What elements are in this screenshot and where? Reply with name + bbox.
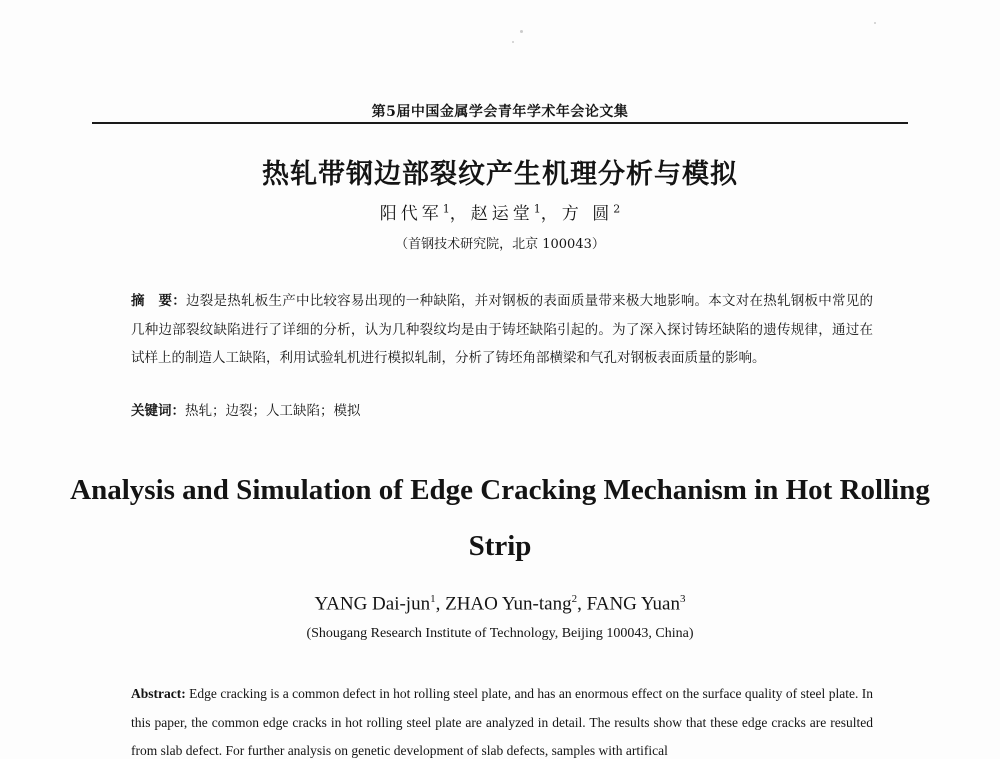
scan-speck: [874, 22, 876, 24]
author-name: 赵运堂: [470, 204, 534, 224]
chinese-authors: [0, 199, 1000, 224]
abstract-text: Edge cracking is a common defect in hot rolling steel plate, and has an enormous effect on the surface quality of steel plate. In this paper, the common edge cracks in hot rolling steel plate are analyzed in detail. The results show that these edge cracks are resulted from slab defect. For further analysis on genetic development of slab defects, samples with artifical: [131, 686, 873, 758]
author-separator: ,: [577, 593, 587, 615]
scan-speck: [520, 30, 523, 33]
author-affil-mark: 1: [533, 202, 541, 216]
author-name: 阳代军: [379, 204, 443, 224]
keywords-text: 热轧；边裂；人工缺陷；模拟: [185, 403, 361, 419]
running-header: 第5届中国金属学会青年学术年会论文集: [371, 104, 629, 120]
chinese-title: 热轧带钢边部裂纹产生机理分析与模拟: [262, 159, 738, 190]
author-separator: ，: [540, 204, 562, 224]
author-name: FANG Yuan: [586, 593, 680, 615]
author-affil-mark: 2: [571, 593, 578, 605]
author-affil-mark: 1: [442, 202, 450, 216]
english-affiliation: (Shougang Research Institute of Technology, Beijing 100043, China): [306, 626, 694, 641]
chinese-affiliation: （首钢技术研究院，北京 100043）: [395, 237, 605, 252]
author-affil-mark: 1: [430, 593, 436, 605]
english-authors: [0, 593, 1000, 615]
chinese-abstract: [131, 287, 873, 373]
author-name: 方 圆: [561, 204, 614, 224]
author-affil-mark: 2: [613, 202, 621, 216]
author-separator: ，: [449, 204, 471, 224]
keywords-label: 关键词：: [131, 403, 185, 419]
abstract-label: 摘 要：: [131, 293, 186, 309]
english-title: Analysis and Simulation of Edge Cracking Mechanism in Hot Rolling Strip: [70, 474, 930, 562]
author-affil-mark: 3: [679, 593, 686, 605]
chinese-keywords: [131, 399, 873, 423]
english-abstract: [131, 680, 873, 759]
author-separator: ,: [435, 593, 446, 615]
author-name: ZHAO Yun-tang: [445, 593, 572, 615]
scan-speck: [512, 41, 514, 43]
abstract-text: 边裂是热轧板生产中比较容易出现的一种缺陷，并对钢板的表面质量带来极大地影响。本文对在热轧钢板中常见的几种边部裂纹缺陷进行了详细的分析，认为几种裂纹均是由于铸坯缺陷引起的。为了深入探讨铸坯缺陷的遗传规律，通过在试样上的制造人工缺陷，利用试验轧机进行模拟轧制，分析了铸坯角部横梁和气孔对钢板表面质量的影响。: [131, 293, 874, 366]
author-name: YANG Dai-jun: [314, 593, 431, 615]
header-rule: [92, 122, 908, 124]
abstract-label: Abstract:: [131, 686, 186, 701]
